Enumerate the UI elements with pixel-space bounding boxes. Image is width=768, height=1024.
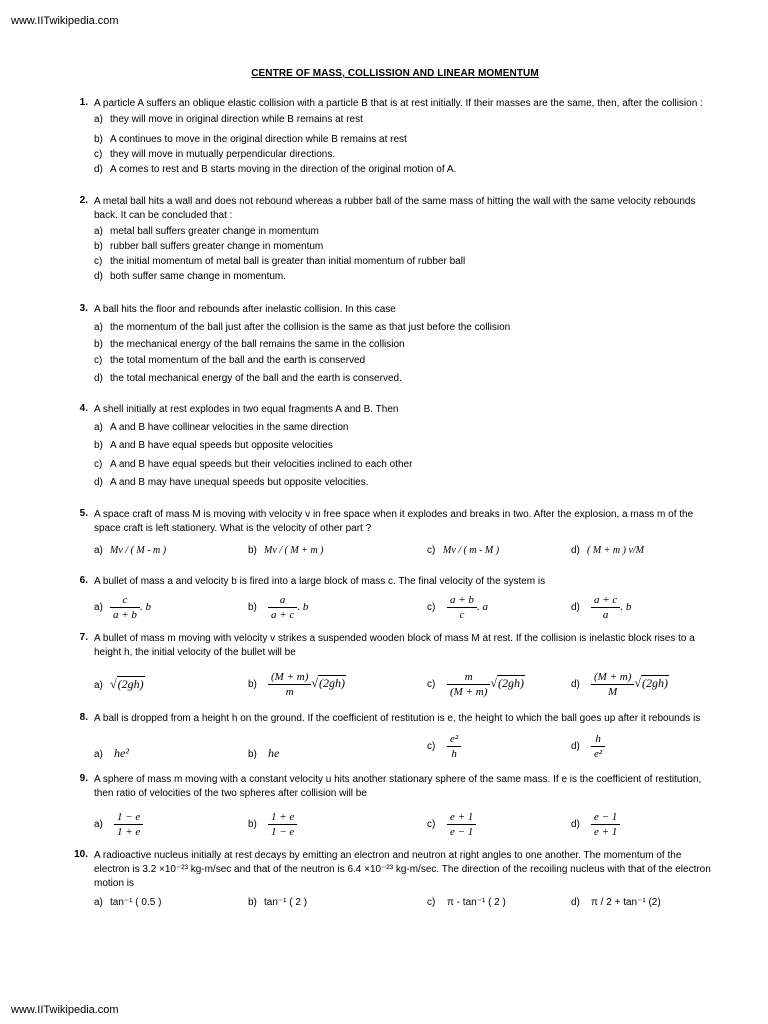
option-label: b) — [248, 679, 257, 690]
option-label: b) — [248, 749, 257, 760]
square-root: √(2gh) — [490, 676, 524, 691]
denominator: a — [602, 609, 609, 621]
option-a — [94, 545, 166, 556]
option-text: they will move in mutually perpendicular directions. — [110, 149, 336, 160]
denominator: 1 + e — [117, 826, 141, 838]
multiplier: . a — [476, 601, 488, 614]
option-c — [427, 670, 525, 699]
option-d — [571, 897, 661, 908]
option-label: c) — [427, 819, 436, 830]
option-label: a) — [94, 897, 103, 908]
option-text: rubber ball suffers greater change in momentum — [110, 241, 324, 252]
option-b — [248, 593, 308, 622]
option-label: a) — [94, 422, 103, 433]
multiplier: . b — [139, 601, 151, 614]
option-label: c) — [94, 149, 103, 160]
fraction — [114, 810, 143, 839]
question-text: A metal ball hits a wall and does not rebound whereas a rubber ball of the same mass of hitting the wall with the same velocity rebounds back. It can be concluded that : — [94, 196, 696, 221]
option-text: he² — [114, 746, 129, 760]
denominator: m — [285, 686, 294, 698]
option-label: c) — [427, 545, 436, 556]
fraction — [268, 593, 297, 622]
question-number: 2. — [79, 195, 88, 206]
option-b — [248, 545, 324, 556]
option-text: tan⁻¹ ( 2 ) — [264, 897, 308, 908]
numerator: a + b — [447, 593, 477, 608]
option-text: both suffer same change in momentum. — [110, 271, 287, 282]
option-b — [248, 810, 297, 839]
option-label: c) — [94, 355, 103, 366]
denominator: e − 1 — [450, 826, 474, 838]
question-text: A sphere of mass m moving with a constant velocity u hits another stationary sphere of the same mass. If e is the coefficient of restitution, then ratio of velocities of the two spheres after collision will be — [94, 774, 702, 799]
fraction — [110, 593, 140, 622]
option-label: c) — [427, 679, 436, 690]
option-c — [94, 149, 335, 160]
option-label: d) — [571, 545, 580, 556]
option-a — [94, 810, 143, 839]
option-label: b) — [248, 602, 257, 613]
option-a — [94, 593, 151, 622]
option-b — [248, 897, 307, 908]
option-text: Mv / ( m - M ) — [443, 545, 500, 556]
option-b — [248, 670, 346, 699]
fraction — [268, 670, 311, 699]
denominator: 1 − e — [271, 826, 295, 838]
option-label: b) — [248, 819, 257, 830]
option-d — [571, 732, 605, 761]
option-label: d) — [94, 271, 103, 282]
option-d — [94, 271, 286, 282]
option-a — [94, 114, 363, 125]
option-text: A comes to rest and B starts moving in the direction of the original motion of A. — [110, 164, 457, 175]
option-label: b) — [94, 241, 103, 252]
question-text: A bullet of mass a and velocity b is fired into a large block of mass c. The final velocity of the system is — [94, 576, 546, 587]
option-text: the total mechanical energy of the ball and the earth is conserved. — [110, 373, 402, 384]
option-label: a) — [94, 819, 103, 830]
option-label: b) — [94, 134, 103, 145]
question-text: A ball is dropped from a height h on the ground. If the coefficient of restitution is e, the height to which the ball goes up after it rebounds is — [94, 713, 701, 724]
fraction — [447, 670, 490, 699]
numerator: e² — [447, 732, 461, 747]
numerator: (M + m) — [591, 670, 634, 685]
option-b — [94, 339, 405, 350]
option-c — [427, 545, 499, 556]
denominator: a + c — [271, 609, 295, 621]
option-label: a) — [94, 680, 103, 691]
option-a — [94, 677, 145, 692]
option-c — [427, 897, 506, 908]
option-c — [94, 459, 412, 470]
fraction — [268, 810, 297, 839]
option-text: A and B may have unequal speeds but opposite velocities. — [110, 477, 369, 488]
option-d — [571, 670, 669, 699]
question-text: A radioactive nucleus initially at rest decays by emitting an electron and neutron at right angles to one another. The momentum of the electron is 3.2 ×10⁻²³ kg-m/sec and that of the neutron is 6.4 ×10⁻²³ kg-m/sec. The direction of the recoiling nucleus with that of the electron motion is — [94, 850, 711, 889]
option-label: d) — [571, 819, 580, 830]
square-root: √(2gh) — [110, 677, 144, 691]
option-text: A and B have equal speeds but opposite velocities — [110, 440, 333, 451]
option-a — [94, 422, 348, 433]
fraction — [447, 810, 476, 839]
option-d — [571, 545, 644, 556]
numerator: 1 + e — [268, 810, 297, 825]
option-label: a) — [94, 749, 103, 760]
question-number: 3. — [79, 303, 88, 314]
option-b — [248, 746, 279, 761]
question-text: A particle A suffers an oblique elastic collision with a particle B that is at rest initially. If their masses are the same, then, after the collision : — [94, 98, 703, 109]
option-b — [94, 134, 407, 145]
option-text: A continues to move in the original direction while B remains at rest — [110, 134, 407, 145]
denominator: M — [608, 686, 618, 698]
question-number: 8. — [79, 712, 88, 723]
fraction — [591, 593, 620, 622]
question-number: 6. — [79, 575, 88, 586]
question-number: 4. — [79, 403, 88, 414]
option-label: b) — [94, 339, 103, 350]
option-label: c) — [427, 897, 436, 908]
question-text: A bullet of mass m moving with velocity v strikes a suspended wooden block of mass M at rest. If the collision is inelastic block rises to a height h, the initial velocity of the bullet will be — [94, 633, 695, 658]
fraction — [591, 810, 620, 839]
fraction — [591, 732, 605, 761]
denominator: e + 1 — [594, 826, 618, 838]
footer-site-url: www.IITwikipedia.com — [11, 1004, 119, 1016]
option-text: the initial momentum of metal ball is greater than initial momentum of rubber ball — [110, 256, 466, 267]
denominator: c — [459, 609, 465, 621]
option-label: b) — [248, 897, 257, 908]
square-root: √(2gh) — [311, 676, 345, 691]
multiplier: . b — [297, 601, 309, 614]
fraction — [447, 732, 461, 761]
option-text: the mechanical energy of the ball remains the same in the collision — [110, 339, 405, 350]
question-text: A space craft of mass M is moving with velocity v in free space when it explodes and breaks in two. After the explosion, a mass m of the space craft is left stationery. What is the velocity of other part ? — [94, 509, 694, 534]
header-site-url: www.IITwikipedia.com — [11, 15, 119, 27]
numerator: e + 1 — [447, 810, 476, 825]
option-d — [94, 477, 369, 488]
numerator: e − 1 — [591, 810, 620, 825]
square-root: √(2gh) — [634, 676, 668, 691]
numerator: 1 − e — [114, 810, 143, 825]
question-number: 5. — [79, 508, 88, 519]
option-text: A and B have equal speeds but their velocities inclined to each other — [110, 459, 413, 470]
option-label: d) — [94, 164, 103, 175]
fraction — [447, 593, 477, 622]
option-b — [94, 241, 323, 252]
numerator: c — [110, 593, 140, 608]
fraction — [591, 670, 634, 699]
denominator: e² — [594, 748, 603, 760]
radicand: 2gh — [121, 677, 140, 691]
option-label: b) — [94, 440, 103, 451]
option-d — [94, 164, 456, 175]
option-text: Mv / ( M - m ) — [110, 545, 167, 556]
option-label: d) — [571, 602, 580, 613]
option-c — [427, 732, 461, 761]
radicand: 2gh — [501, 676, 520, 691]
option-text: tan⁻¹ ( 0.5 ) — [110, 897, 162, 908]
option-text: ( M + m ) v/M — [587, 545, 645, 556]
option-a — [94, 226, 319, 237]
numerator: h — [591, 732, 605, 747]
option-label: a) — [94, 545, 103, 556]
denominator: (M + m) — [450, 686, 488, 698]
option-text: they will move in original direction while B remains at rest — [110, 114, 363, 125]
numerator: (M + m) — [268, 670, 311, 685]
question-text: A ball hits the floor and rebounds after inelastic collision. In this case — [94, 304, 396, 315]
option-text: he — [268, 746, 280, 760]
option-c — [94, 355, 365, 366]
option-text: π - tan⁻¹ ( 2 ) — [447, 897, 506, 908]
option-label: a) — [94, 322, 103, 333]
option-d — [571, 593, 631, 622]
option-text: metal ball suffers greater change in momentum — [110, 226, 319, 237]
option-label: c) — [94, 459, 103, 470]
page-title: CENTRE OF MASS, COLLISSION AND LINEAR MOMENTUM — [251, 68, 539, 79]
option-a — [94, 746, 129, 761]
numerator: a + c — [591, 593, 620, 608]
option-text: Mv / ( M + m ) — [264, 545, 324, 556]
multiplier: . b — [620, 601, 632, 614]
question-number: 10. — [74, 849, 88, 860]
option-label: a) — [94, 602, 103, 613]
option-c — [427, 593, 488, 622]
option-text: A and B have collinear velocities in the same direction — [110, 422, 349, 433]
question-number: 9. — [79, 773, 88, 784]
question-number: 7. — [79, 632, 88, 643]
option-label: d) — [94, 477, 103, 488]
option-label: a) — [94, 226, 103, 237]
denominator: h — [451, 748, 457, 760]
option-label: a) — [94, 114, 103, 125]
numerator: m — [447, 670, 490, 685]
option-d — [571, 810, 620, 839]
option-label: d) — [94, 373, 103, 384]
question-text: A shell initially at rest explodes in two equal fragments A and B. Then — [94, 404, 399, 415]
radicand: 2gh — [322, 676, 341, 691]
option-b — [94, 440, 333, 451]
option-a — [94, 322, 510, 333]
option-a — [94, 897, 161, 908]
option-c — [94, 256, 465, 267]
option-d — [94, 373, 402, 384]
option-label: c) — [427, 741, 436, 752]
option-label: c) — [427, 602, 436, 613]
option-c — [427, 810, 476, 839]
option-label: d) — [571, 741, 580, 752]
option-label: c) — [94, 256, 103, 267]
option-label: d) — [571, 679, 580, 690]
option-text: π / 2 + tan⁻¹ (2) — [591, 897, 661, 908]
denominator: a + b — [113, 609, 137, 621]
option-label: b) — [248, 545, 257, 556]
question-number: 1. — [79, 97, 88, 108]
numerator: a — [268, 593, 297, 608]
option-text: the total momentum of the ball and the earth is conserved — [110, 355, 366, 366]
radicand: 2gh — [645, 676, 664, 691]
option-text: the momentum of the ball just after the collision is the same as that just before the collision — [110, 322, 511, 333]
option-label: d) — [571, 897, 580, 908]
